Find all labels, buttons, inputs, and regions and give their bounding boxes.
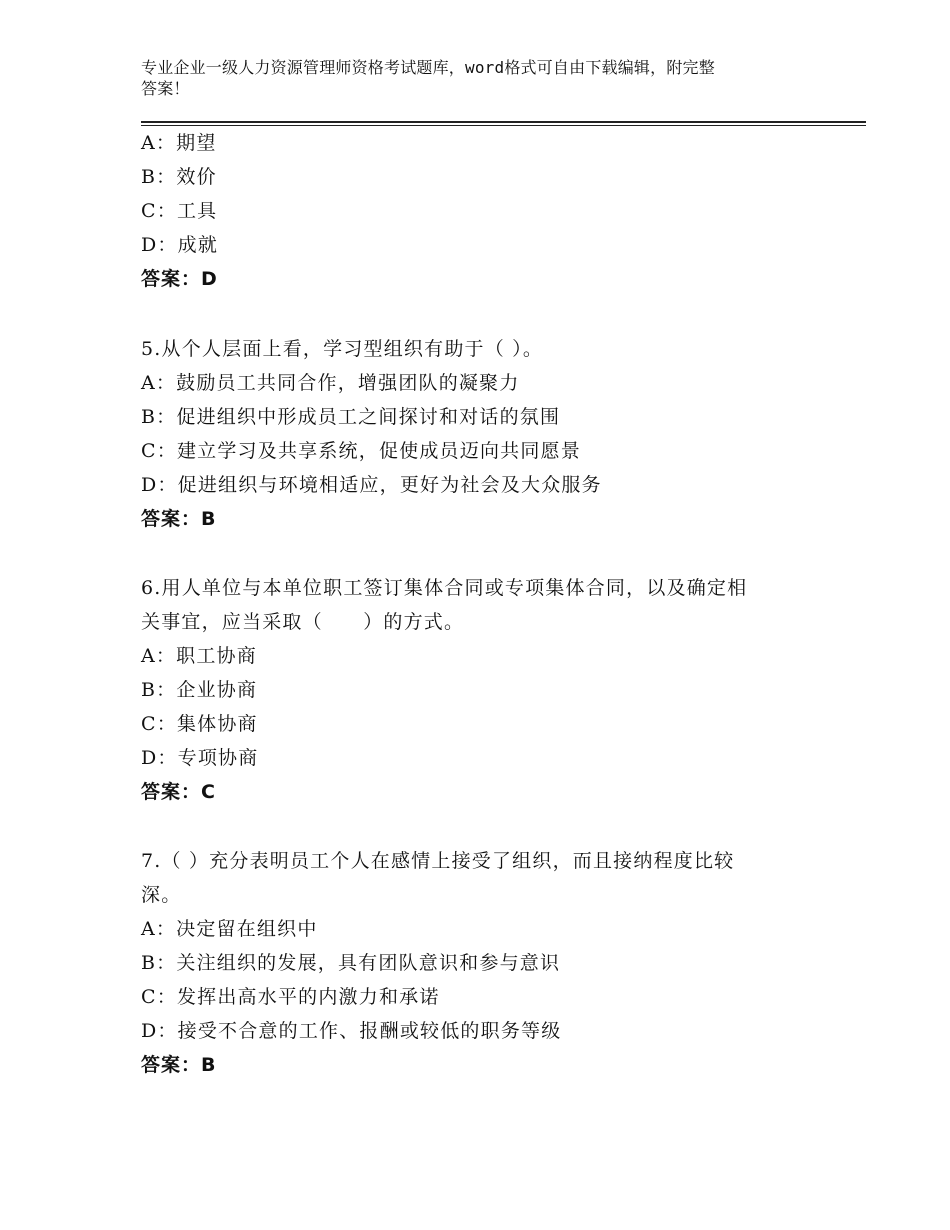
q6-option-d: D：专项协商 (141, 747, 259, 769)
q5-option-b: B：促进组织中形成员工之间探讨和对话的氛围 (141, 406, 561, 428)
q6-option-b: B：企业协商 (141, 679, 258, 701)
q4-option-b: B：效价 (141, 166, 217, 188)
q6-question-line-2: 关事宜，应当采取（ ）的方式。 (141, 611, 465, 633)
q5-option-d: D：促进组织与环境相适应，更好为社会及大众服务 (141, 474, 602, 496)
q7-question-line-1: 7.（ ）充分表明员工个人在感情上接受了组织，而且接纳程度比较 (141, 850, 735, 872)
q6-question-line-1: 6.用人单位与本单位职工签订集体合同或专项集体合同，以及确定相 (141, 577, 748, 599)
q5-question: 5.从个人层面上看，学习型组织有助于（ ）。 (141, 338, 544, 360)
q5-option-c: C：建立学习及共享系统，促使成员迈向共同愿景 (141, 440, 581, 462)
q4-option-d: D：成就 (141, 234, 219, 256)
q7-option-c: C：发挥出高水平的内激力和承诺 (141, 986, 440, 1008)
q4-option-c: C：工具 (141, 200, 218, 222)
header-line-1: 专业企业一级人力资源管理师资格考试题库，word格式可自由下载编辑，附完整 (141, 58, 715, 77)
q7-option-b: B：关注组织的发展，具有团队意识和参与意识 (141, 952, 561, 974)
q7-option-a: A：决定留在组织中 (141, 918, 318, 940)
q6-option-a: A：职工协商 (141, 645, 257, 667)
q4-answer: 答案：D (141, 268, 218, 290)
q4-option-a: A：期望 (141, 132, 217, 154)
header-divider-thin (141, 125, 866, 126)
q7-answer: 答案：B (141, 1054, 217, 1076)
document-header (141, 57, 801, 99)
header-divider-thick (141, 121, 866, 123)
q5-option-a: A：鼓励员工共同合作，增强团队的凝聚力 (141, 372, 520, 394)
q7-option-d: D：接受不合意的工作、报酬或较低的职务等级 (141, 1020, 562, 1042)
q6-option-c: C：集体协商 (141, 713, 258, 735)
q6-answer: 答案：C (141, 781, 216, 803)
header-line-2: 答案！ (141, 79, 190, 98)
q7-question-line-2: 深。 (141, 884, 182, 906)
q5-answer: 答案：B (141, 508, 217, 530)
